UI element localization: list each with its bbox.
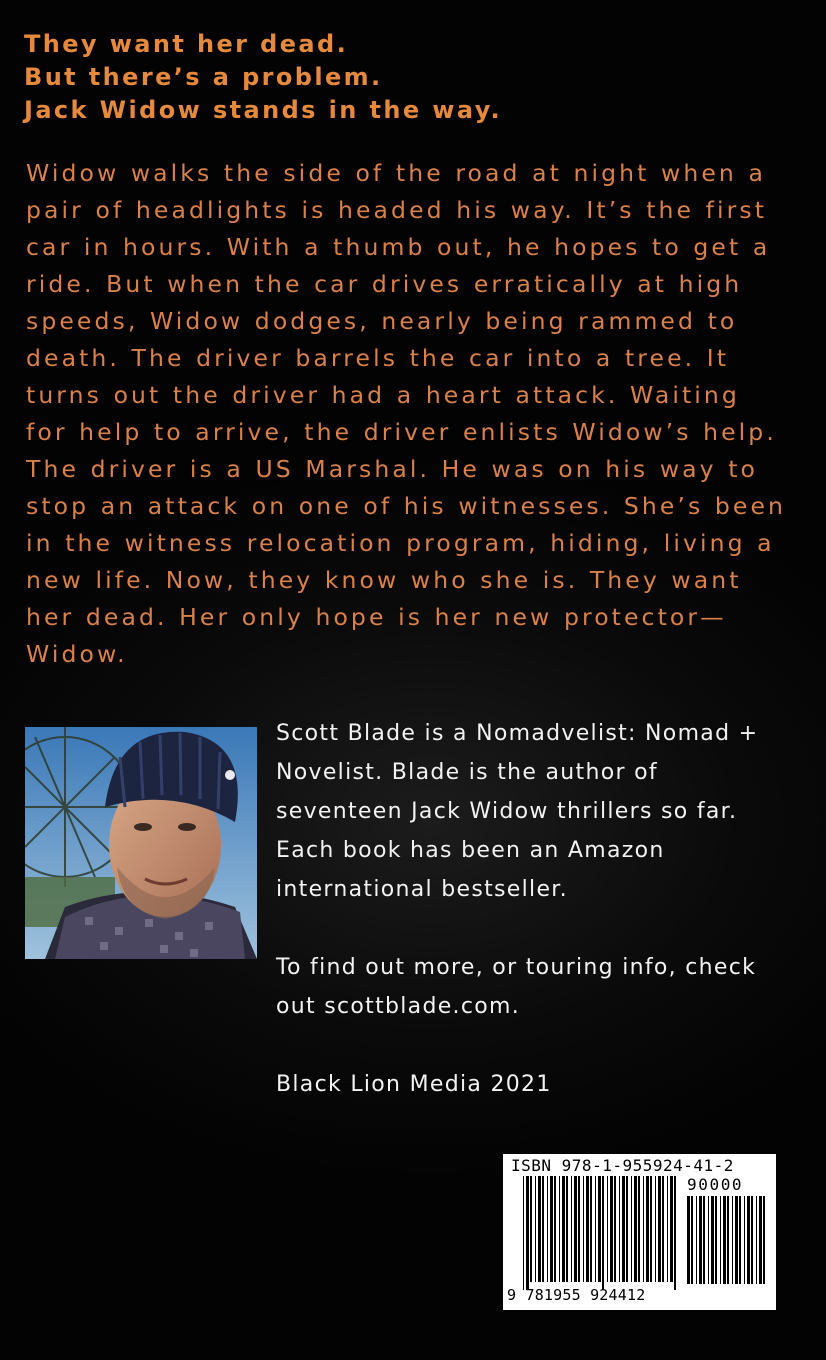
price-code: 90000 bbox=[687, 1175, 744, 1194]
book-blurb bbox=[26, 155, 816, 673]
ean-bars bbox=[523, 1176, 679, 1290]
isbn-barcode bbox=[503, 1154, 776, 1310]
tagline-line-1: They want her dead. bbox=[24, 30, 349, 58]
blurb-line: in the witness relocation program, hiding, living a bbox=[26, 529, 775, 557]
bio-line: international bestseller. bbox=[276, 877, 568, 902]
ean-digits: 9 781955 924412 bbox=[507, 1286, 646, 1304]
author-photo bbox=[25, 727, 257, 959]
tagline-line-3: Jack Widow stands in the way. bbox=[24, 96, 503, 124]
blurb-line: speeds, Widow dodges, nearly being rammed to bbox=[26, 307, 738, 335]
more-info-line: out scottblade.com. bbox=[276, 994, 521, 1019]
tagline-line-2: But there’s a problem. bbox=[24, 63, 383, 91]
blurb-line: for help to arrive, the driver enlists Widow’s help. bbox=[26, 418, 777, 446]
publisher-credit: Black Lion Media 2021 bbox=[276, 1072, 552, 1097]
blurb-line: death. The driver barrels the car into a tree. It bbox=[26, 344, 730, 372]
more-info-line: To find out more, or touring info, check bbox=[276, 955, 757, 980]
bio-line: Novelist. Blade is the author of bbox=[276, 760, 658, 785]
blurb-line: car in hours. With a thumb out, he hopes to get a bbox=[26, 233, 771, 261]
blurb-line: The driver is a US Marshal. He was on his way to bbox=[26, 455, 759, 483]
addon-bars bbox=[687, 1196, 767, 1292]
blurb-line: Widow. bbox=[26, 640, 128, 668]
blurb-line: turns out the driver had a heart attack. Waiting bbox=[26, 381, 740, 409]
bio-line: Each book has been an Amazon bbox=[276, 838, 665, 863]
blurb-line: ride. But when the car drives erratically at high bbox=[26, 270, 743, 298]
blurb-line: stop an attack on one of his witnesses. She’s been bbox=[26, 492, 787, 520]
author-bio bbox=[276, 714, 821, 1104]
bio-line: Scott Blade is a Nomadvelist: Nomad + bbox=[276, 721, 759, 746]
isbn-label: ISBN 978-1-955924-41-2 bbox=[511, 1156, 734, 1175]
tagline bbox=[24, 28, 502, 127]
blurb-line: pair of headlights is headed his way. It’s the first bbox=[26, 196, 768, 224]
blurb-line: her dead. Her only hope is her new protector— bbox=[26, 603, 727, 631]
bio-line: seventeen Jack Widow thrillers so far. bbox=[276, 799, 738, 824]
blurb-line: new life. Now, they know who she is. They want bbox=[26, 566, 742, 594]
blurb-line: Widow walks the side of the road at night when a bbox=[26, 159, 766, 187]
